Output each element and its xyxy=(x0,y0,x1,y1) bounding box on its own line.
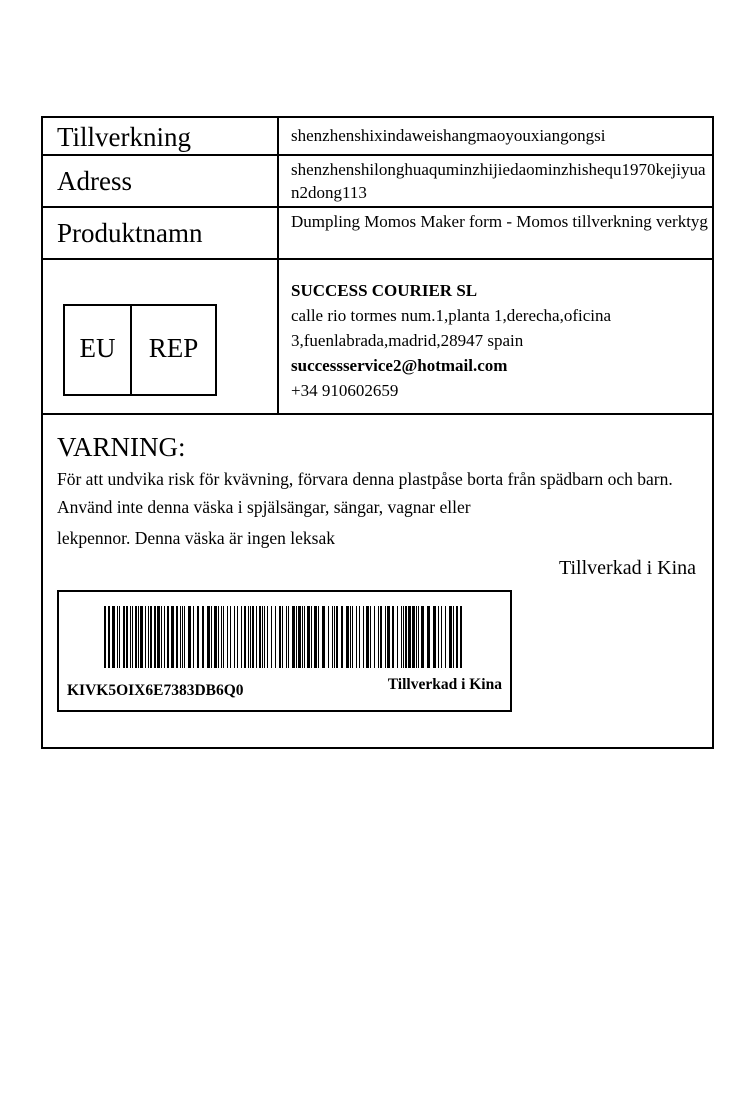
barcode-bar xyxy=(117,606,118,668)
barcode-bar xyxy=(292,606,295,668)
barcode-bar xyxy=(267,606,268,668)
barcode-bar xyxy=(202,606,204,668)
barcode-bar xyxy=(234,606,235,668)
barcode-bar xyxy=(298,606,301,668)
barcode-bar xyxy=(138,606,139,668)
barcode-bar xyxy=(433,606,436,668)
barcode-bar xyxy=(182,606,183,668)
barcode-bar xyxy=(460,606,462,668)
barcode-bar xyxy=(218,606,219,668)
barcode-bar xyxy=(288,606,289,668)
barcode-bar xyxy=(176,606,178,668)
barcode-bar xyxy=(227,606,228,668)
barcode-bar xyxy=(157,606,160,668)
barcode-bar xyxy=(119,606,120,668)
barcode-bar xyxy=(385,606,386,668)
barcode-bar xyxy=(311,606,312,668)
barcode-bar xyxy=(403,606,404,668)
barcode-bar xyxy=(438,606,439,668)
barcode-bar xyxy=(279,606,281,668)
barcode-bar xyxy=(392,606,394,668)
eu-rep-company: SUCCESS COURIER SL xyxy=(291,281,478,300)
barcode-bar xyxy=(374,606,375,668)
barcode-bar xyxy=(244,606,246,668)
barcode-bar xyxy=(286,606,287,668)
barcode-bar xyxy=(154,606,156,668)
barcode-bar xyxy=(197,606,199,668)
barcode-bar xyxy=(318,606,319,668)
barcode-bar xyxy=(336,606,338,668)
barcode-bar xyxy=(453,606,454,668)
warning-text xyxy=(57,465,707,552)
barcode-bar xyxy=(259,606,261,668)
address-value: shenzhenshilonghuaquminzhijiedaominzhishequ1970kejiyuan2dong113 xyxy=(291,160,706,202)
barcode-bar xyxy=(445,606,446,668)
barcode-bar xyxy=(193,606,194,668)
barcode-bar xyxy=(214,606,217,668)
barcode-bar xyxy=(380,606,382,668)
eu-rep-email: successservice2@hotmail.com xyxy=(291,356,508,375)
made-in-text: Tillverkad i Kina xyxy=(558,557,696,579)
barcode-bar xyxy=(248,606,249,668)
barcode-bar xyxy=(296,606,297,668)
barcode-bar xyxy=(334,606,335,668)
barcode-bar xyxy=(412,606,415,668)
product-label xyxy=(41,116,714,749)
barcode-bar xyxy=(112,606,115,668)
barcode-bar xyxy=(161,606,162,668)
barcode-bar xyxy=(449,606,452,668)
manufacturer-label: Tillverkning xyxy=(57,122,192,152)
warning-title: VARNING: xyxy=(57,432,186,462)
barcode-bar xyxy=(352,606,353,668)
barcode-bar xyxy=(167,606,169,668)
barcode-bar xyxy=(302,606,303,668)
address-label: Adress xyxy=(57,166,132,196)
barcode-bar xyxy=(145,606,146,668)
barcode-bar xyxy=(108,606,110,668)
barcode-bar xyxy=(401,606,402,668)
barcode-bar xyxy=(416,606,417,668)
eu-rep-phone: +34 910602659 xyxy=(291,381,399,400)
eu-rep-address: calle rio tormes num.1,planta 1,derecha,oficina 3,fuenlabrada,madrid,28947 spain xyxy=(291,306,612,350)
barcode-bar xyxy=(123,606,125,668)
barcode-bar xyxy=(421,606,424,668)
barcode-bar xyxy=(346,606,349,668)
barcode-bar xyxy=(341,606,343,668)
barcode-bar xyxy=(150,606,152,668)
barcode-bar xyxy=(184,606,185,668)
barcode-bar xyxy=(252,606,254,668)
barcode-bar xyxy=(135,606,137,668)
eu-rep-badge-left: EU xyxy=(79,333,116,363)
barcode-bar xyxy=(237,606,238,668)
eu-rep-info xyxy=(291,278,706,403)
warning-line-2: lekpennor. Denna väska är ingen leksak xyxy=(57,528,335,548)
barcode-bar xyxy=(378,606,379,668)
eu-rep-row xyxy=(43,260,712,415)
barcode-box xyxy=(57,590,512,712)
barcode-bar xyxy=(188,606,191,668)
manufacturer-value: shenzhenshixindaweishangmaoyouxiangongsi xyxy=(291,126,606,145)
product-value: Dumpling Momos Maker form - Momos tillverkning verktyg xyxy=(291,212,708,231)
barcode-bar xyxy=(211,606,212,668)
barcode-bar xyxy=(359,606,360,668)
barcode-bar xyxy=(397,606,398,668)
product-row xyxy=(43,208,712,260)
barcode-bar xyxy=(441,606,442,668)
barcode-bar xyxy=(140,606,143,668)
barcode-bar xyxy=(223,606,224,668)
address-row xyxy=(43,156,712,208)
barcode-bar xyxy=(262,606,263,668)
barcode-bar xyxy=(328,606,329,668)
barcode-bar xyxy=(408,606,411,668)
barcode-bar xyxy=(104,606,106,668)
barcode-bar xyxy=(171,606,174,668)
barcode-bar xyxy=(207,606,210,668)
barcode-bar xyxy=(130,606,131,668)
barcode-bar xyxy=(427,606,430,668)
barcode-bar xyxy=(148,606,149,668)
barcode-made-in: Tillverkad i Kina xyxy=(387,676,502,693)
barcode-bar xyxy=(322,606,325,668)
barcode-bar xyxy=(264,606,265,668)
barcode-bar xyxy=(314,606,317,668)
barcode-bar xyxy=(418,606,419,668)
barcode-bar xyxy=(366,606,369,668)
barcode-bar xyxy=(456,606,458,668)
barcode-bar xyxy=(271,606,272,668)
warning-line-1: För att undvika risk för kvävning, förvara denna plastpåse borta från spädbarn och barn. Använd inte denna väska i spjälsängar, sängar, vagnar eller xyxy=(57,469,673,517)
manufacturer-row xyxy=(43,118,712,156)
eu-rep-badge-right: REP xyxy=(148,333,199,363)
barcode-bar xyxy=(230,606,231,668)
barcode-code: KIVK5OIX6E7383DB6Q0 xyxy=(67,682,244,699)
barcode-bar xyxy=(370,606,371,668)
barcode-bar xyxy=(250,606,251,668)
barcode-bar xyxy=(126,606,128,668)
barcode-bar xyxy=(180,606,181,668)
barcode-bar xyxy=(332,606,333,668)
barcode-bar xyxy=(221,606,222,668)
barcode-bar xyxy=(350,606,351,668)
barcode-bar xyxy=(304,606,305,668)
eu-rep-badge xyxy=(63,304,217,396)
product-label-text: Produktnamn xyxy=(57,218,203,248)
barcode-bar xyxy=(256,606,257,668)
barcode-bar xyxy=(307,606,310,668)
barcode-bar xyxy=(241,606,242,668)
barcode-bar xyxy=(132,606,133,668)
barcode-bar xyxy=(164,606,165,668)
barcode-bar xyxy=(275,606,276,668)
barcode-bar xyxy=(282,606,283,668)
barcode-bar xyxy=(405,606,407,668)
barcode-bar xyxy=(387,606,390,668)
barcode-bar xyxy=(356,606,357,668)
barcode-image xyxy=(104,606,464,668)
barcode-bar xyxy=(363,606,364,668)
